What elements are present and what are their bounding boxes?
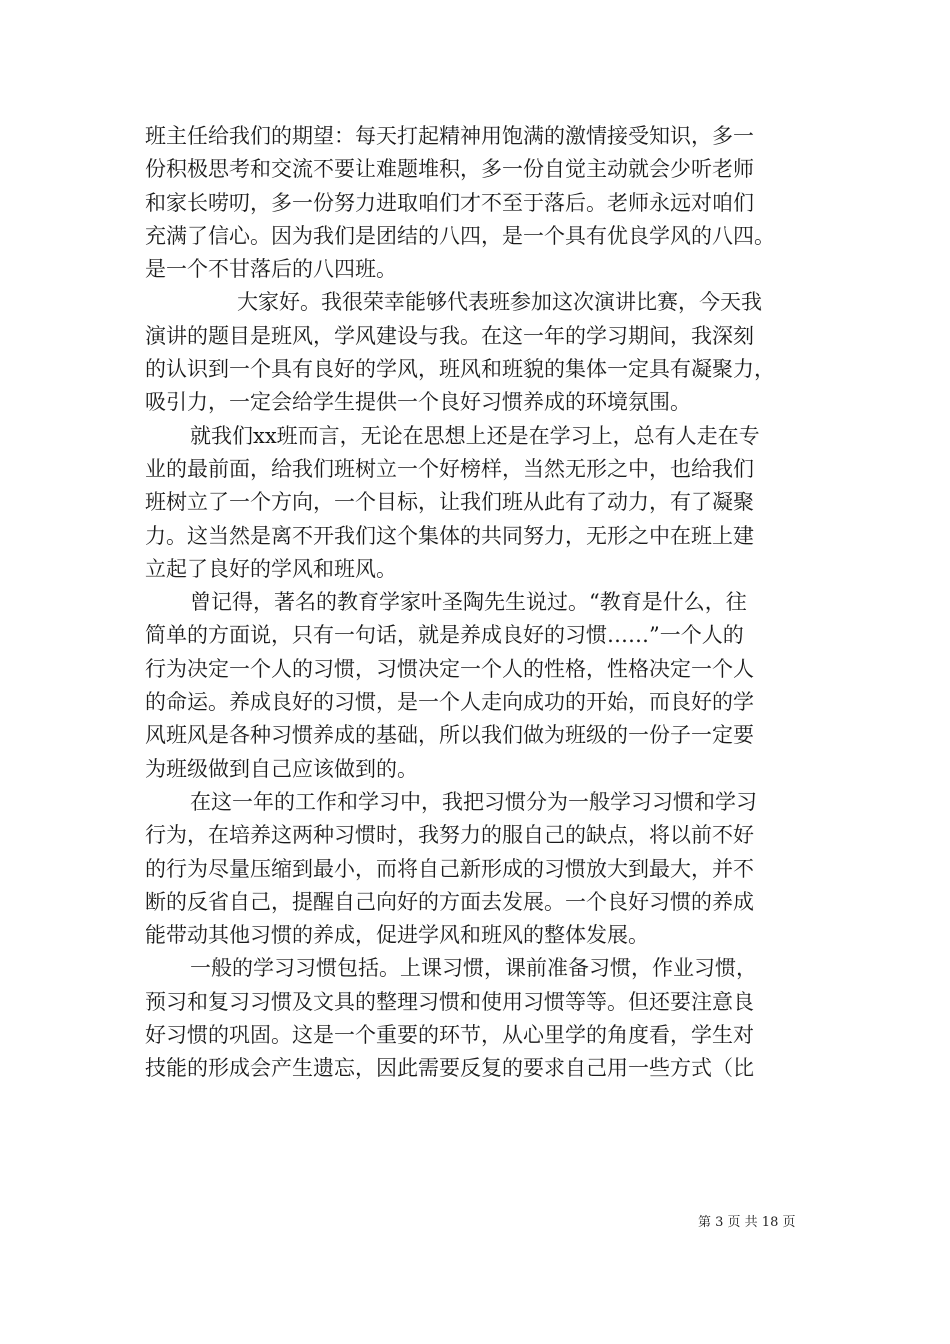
text-line: 吸引力，一定会给学生提供一个良好习惯养成的环境氛围。: [145, 390, 691, 415]
text-line: 曾记得，著名的教育学家叶圣陶先生说过。“教育是什么，往: [190, 590, 747, 615]
text-line: 风班风是各种习惯养成的基础，所以我们做为班级的一份子一定要: [145, 723, 754, 748]
text-line: 班主任给我们的期望：每天打起精神用饱满的激情接受知识，多一: [145, 124, 754, 148]
text-line: 充满了信心。因为我们是团结的八四，是一个具有优良学风的八四。: [145, 223, 775, 248]
document-body: [145, 120, 815, 1086]
text-line: 的命运。养成良好的习惯，是一个人走向成功的开始，而良好的学: [145, 690, 754, 715]
text-line: 是一个不甘落后的八四班。: [145, 257, 397, 282]
text-line: 演讲的题目是班风，学风建设与我。在这一年的学习期间，我深刻: [145, 323, 754, 348]
text-line: 业的最前面，给我们班树立一个好榜样，当然无形之中，也给我们: [145, 456, 754, 481]
text-line: 份积极思考和交流不要让难题堆积，多一份自觉主动就会少听老师: [145, 157, 754, 182]
text-line: 一般的学习习惯包括。上课习惯，课前准备习惯，作业习惯，: [190, 956, 757, 981]
text-line: 立起了良好的学风和班风。: [145, 556, 397, 581]
text-line: 力。这当然是离不开我们这个集体的共同努力，无形之中在班上建: [145, 523, 754, 548]
text-line: 就我们xx班而言，无论在思想上还是在学习上，总有人走在专: [190, 423, 760, 448]
text-line: 简单的方面说，只有一句话，就是养成良好的习惯……”一个人的: [145, 623, 744, 648]
text-line: 为班级做到自己应该做到的。: [145, 756, 418, 781]
page-number-footer: 第 3 页 共 18 页: [698, 1215, 796, 1230]
text-line: 和家长唠叨，多一份努力进取咱们才不至于落后。老师永远对咱们: [145, 190, 754, 215]
text-line: 的认识到一个具有良好的学风，班风和班貌的集体一定具有凝聚力，: [145, 357, 775, 382]
text-line: 能带动其他习惯的养成，促进学风和班风的整体发展。: [145, 923, 649, 948]
text-line: 技能的形成会产生遗忘，因此需要反复的要求自己用一些方式（比: [145, 1056, 754, 1081]
text-line: 的行为尽量压缩到最小，而将自己新形成的习惯放大到最大，并不: [145, 856, 754, 881]
text-line: 行为，在培养这两种习惯时，我努力的服自己的缺点，将以前不好: [145, 823, 754, 848]
text-line: 行为决定一个人的习惯，习惯决定一个人的性格，性格决定一个人: [145, 656, 754, 681]
text-line: 在这一年的工作和学习中，我把习惯分为一般学习习惯和学习: [190, 789, 757, 814]
text-line: 班树立了一个方向，一个目标，让我们班从此有了动力，有了凝聚: [145, 490, 754, 515]
text-line: 大家好。我很荣幸能够代表班参加这次演讲比赛，今天我: [237, 290, 762, 315]
text-line: 预习和复习习惯及文具的整理习惯和使用习惯等等。但还要注意良: [145, 989, 754, 1014]
text-line: 好习惯的巩固。这是一个重要的环节，从心里学的角度看，学生对: [145, 1023, 754, 1048]
text-line: 断的反省自己，提醒自己向好的方面去发展。一个良好习惯的养成: [145, 889, 754, 914]
